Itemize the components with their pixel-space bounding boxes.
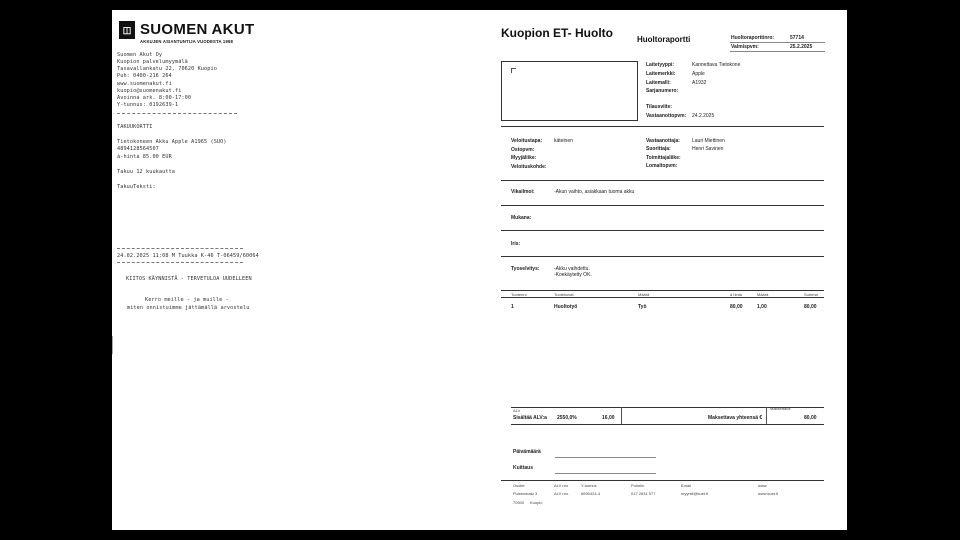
divider (117, 113, 237, 114)
logo-icon: ◫ (119, 21, 135, 39)
ready-date-label: Valmispvm: (731, 44, 759, 50)
receipt-line: Puh: 0400-216 264 (117, 73, 172, 79)
billing-target-label: Veloituskohde: (511, 164, 547, 170)
footer-value: Puistonkatu 3 (513, 491, 538, 496)
divider (730, 51, 825, 52)
signature-line (555, 473, 656, 474)
receipt-page (112, 10, 480, 530)
total-amount: 80,00 (804, 415, 817, 421)
receipt-line: kuopio@suomenakut.fi (117, 88, 182, 94)
report-title: Huoltoraportti (637, 35, 691, 44)
footer-head: Osoite (513, 483, 525, 488)
device-type: Kannettava Tietokone (692, 62, 741, 68)
scan-edge (112, 336, 113, 354)
model: A1932 (692, 80, 707, 86)
footer-value: ALV nro. (554, 491, 570, 496)
table-cell: Työ (638, 304, 647, 310)
footer-head: Email (681, 483, 692, 488)
report-number-label: Huoltoraporttinro: (731, 35, 775, 41)
footer-head: Puhelin (631, 483, 645, 488)
service-report-page (480, 10, 847, 530)
delivery-label: Toimittajaliike: (646, 155, 681, 161)
receipt-line: Y-tunnus: 0192639-1 (117, 102, 179, 108)
date-line (555, 457, 656, 458)
receipt-line: à-hinta 85.00 EUR (117, 154, 172, 160)
table-cell: 80,00 (804, 304, 817, 310)
table-cell: Huoltotyö (554, 304, 578, 310)
fault-label: Vikailmoi: (511, 189, 535, 195)
footer-postcode: 70500 (513, 500, 525, 505)
divider (501, 205, 824, 206)
receipt-line: Kerro meille - ja muille - (145, 297, 229, 303)
divider (766, 407, 767, 424)
divider (501, 230, 824, 231)
address-box (501, 61, 638, 121)
billing-method: käteinen (554, 138, 573, 144)
receipt-line: 24.02.2025 11:08 M Tuukka K-46 T-06459/60064 (117, 253, 259, 259)
brand-label: Laitemerkki: (646, 71, 676, 77)
divider (730, 42, 825, 43)
table-top-rule (501, 290, 824, 291)
date-label: Päivämäärä (513, 449, 541, 455)
ordered-label: Tilausviite: (646, 104, 673, 110)
receipt-line: TakuuTeksti: (117, 184, 156, 190)
receipt-line: KIITOS KÄYNNISTÄ - TERVETULOA UUDELLEEN (126, 276, 252, 282)
footer-head: www (758, 483, 767, 488)
vat-amount: 16,00 (602, 415, 615, 421)
receipt-line: miten onnistuimme jättämällä arvostelu (127, 305, 250, 311)
fault-description: -Akun vaihto, asiakkaan tuoma akku (554, 189, 635, 195)
logo-subtitle: AKKUJEN ASIANTUNTIJA VUODESTA 1958 (140, 39, 234, 44)
billing-method-label: Veloitustapa: (511, 138, 543, 144)
vat-label: Sisältää ALV:a (513, 415, 547, 421)
receipt-line: Kuopion palvelumyymälä (117, 59, 188, 65)
divider (621, 407, 622, 424)
footer-value: myyntii@kuet.fi (681, 491, 709, 496)
footer-value: 6690424-4 (581, 491, 601, 496)
receipt-line: Suomen Akut Oy (117, 52, 163, 58)
report-number: 57714 (790, 35, 804, 41)
footer-rule (501, 480, 824, 481)
divider (501, 180, 824, 181)
brand: Apple (692, 71, 705, 77)
model-label: Laitemalli: (646, 80, 671, 86)
total-label: Maksettava yhteensä € (708, 415, 763, 421)
divider (501, 126, 824, 127)
included-label: Mukana: (511, 215, 532, 221)
delivery-date-label: Lomaltopvm: (646, 163, 678, 169)
receiver: Lauri Miettinen (692, 138, 725, 144)
signature-label: Kuittaus (513, 465, 533, 471)
receipt-line: Tasavallankatu 22, 70620 Kuopio (117, 66, 217, 72)
received-date: 24.2.2025 (692, 113, 715, 119)
receipt-line: 4894128564507 (117, 146, 159, 152)
ready-date: 25.2.2025 (790, 44, 813, 50)
note-label: Iris: (511, 241, 521, 247)
serial-label: Sarjanumero: (646, 88, 679, 94)
corner-mark-icon (511, 68, 516, 73)
vat-head: ALV (513, 408, 521, 413)
receipt-line: Takuu 12 kuukautta (117, 169, 176, 175)
table-header: Määrä (757, 292, 769, 297)
logo-title: SUOMEN AKUT (140, 21, 255, 38)
divider (117, 248, 243, 249)
work-label: Tyoselvitys: (511, 266, 540, 272)
footer-value: www.kuet.fi (758, 491, 779, 496)
receipt-line: Tietokoneen Akku Apple A1965 (SUO) (117, 139, 227, 145)
totals-bottom-rule (511, 424, 824, 425)
total-head: Maksettava (770, 406, 791, 411)
footer-head: Y-tunnus (581, 483, 597, 488)
table-cell: 1,00 (757, 304, 767, 310)
company-title: Kuopion ET- Huolto (501, 26, 613, 40)
seller-label: Myyjäliike: (511, 155, 537, 161)
received-date-label: Vastaanottopvm: (646, 113, 687, 119)
table-header: Määrä (638, 292, 650, 297)
divider (501, 256, 824, 257)
table-cell: 80,00 (730, 304, 743, 310)
receiver-label: Vastaanottaja: (646, 138, 680, 144)
vat-percent: 2550,0% (557, 415, 577, 421)
table-header: Summa (804, 292, 818, 297)
performer-label: Suorittaja: (646, 146, 671, 152)
table-header-rule (501, 297, 824, 298)
work-line: -Koekäytetty OK. (554, 272, 592, 278)
footer-city: Kuopio (530, 500, 543, 505)
buy-date-label: Ostopvm: (511, 147, 535, 153)
divider (117, 262, 243, 263)
performer: Henri Savinen (692, 146, 724, 152)
receipt-line: www.suomenakut.fi (117, 81, 172, 87)
table-header: Tuotekuvat (554, 292, 574, 297)
receipt-line: TAKUUKORTTI (117, 124, 153, 130)
table-cell: 1 (511, 304, 514, 310)
receipt-line: Avoinna ark. 8:00-17:00 (117, 95, 192, 101)
footer-value: 017 2631 577 (631, 491, 656, 496)
footer-head: ALV nro (554, 483, 569, 488)
work-line: -Akku vaihdettu. (554, 266, 590, 272)
table-header: à hinta (730, 292, 743, 297)
device-type-label: Laitetyyppi: (646, 62, 675, 68)
table-header: Tuotenro (511, 292, 527, 297)
